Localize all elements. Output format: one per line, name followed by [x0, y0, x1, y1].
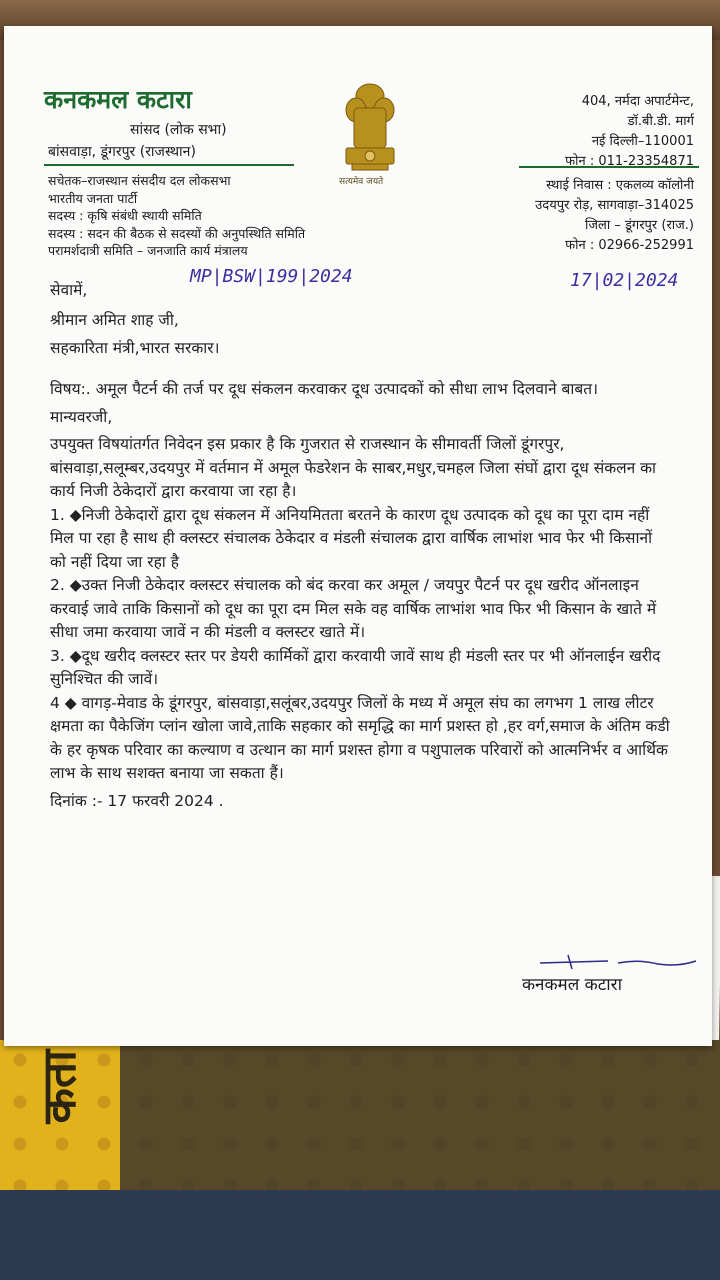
address-line: उदयपुर रोड़, सागवाड़ा–314025 — [535, 198, 694, 213]
address-line: 404, नर्मदा अपार्टमेन्ट, — [581, 94, 694, 109]
recipient-title: सहकारिता मंत्री,भारत सरकार। — [50, 339, 220, 357]
sender-designation: सांसद (लोक सभा) — [130, 122, 227, 138]
poster-text: कता — [32, 1050, 86, 1124]
post-line: सदस्य : सदन की बैठक से सदस्यों की अनुपस्थिति समिति — [48, 225, 306, 241]
post-line: भारतीय जनता पार्टी — [48, 190, 138, 206]
point-4: 4 ◆ वागड़-मेवाड के डूंगरपुर, बांसवाड़ा,सलूंबर,उदयपुर जिलों के मध्य में अमूल संघ का लगभग 1 लाख लीटर क्षमता का पैकेजिंग प्लांन खोला जावे,ताकि सहकार को समृद्धि का मार्ग प्रशस्त हो ,हर वर्ग,समाज के अंतिम कडी के हर कृषक परिवार का कल्याण व उत्थान का मार्ग प्रशस्त होगा व पशुपालक परिवारों को आत्मनिर्भर व आर्थिक लाभ के साथ सशक्त बनाया जा सकता हैं। — [50, 693, 670, 782]
greeting: मान्यवरजी, — [50, 407, 113, 426]
intro-paragraph: उपयुक्त विषयांतर्गत निवेदन इस प्रकार है कि गुजरात से राजस्थान के सीमावर्ती जिलों डूंगरपुर, बांसवाड़ा,सलूम्बर,उदयपुर में वर्तमान में अमूल फेडरेशन के साबर,मधुर,चमहल जिला संघों द्वारा दूध संकलन का कार्य निजी ठेकेदारों द्वारा करवाया जा रहा है। — [50, 435, 657, 500]
address-line: फोन : 011-23354871 — [565, 154, 694, 169]
signature-mark — [538, 951, 698, 971]
post-line: सचेतक–राजस्थान संसदीय दल लोकसभा — [48, 173, 231, 188]
post-line: सदस्य : कृषि संबंधी स्थायी समिति — [48, 208, 202, 223]
poster-dark-area — [120, 1040, 720, 1190]
emblem-motto: सत्यमेव जयते — [339, 177, 384, 187]
sender-constituency: बांसवाड़ा, डूंगरपुर (राजस्थान) — [48, 144, 196, 160]
post-line: परामर्शदात्री समिति – जनजाति कार्य मंत्रालय — [48, 243, 248, 258]
recipient-name: श्रीमान अमित शाह जी, — [50, 311, 179, 329]
signatory-name: कनकमल कटारा — [522, 975, 623, 995]
address-line: फोन : 02966-252991 — [565, 238, 694, 253]
salutation: सेवामें, — [50, 281, 88, 299]
handwritten-date: 17|02|2024 — [570, 270, 679, 291]
address-line: डॉ.बी.डी. मार्ग — [627, 114, 694, 129]
divider-left — [44, 164, 294, 166]
point-2: 2. ◆उक्त निजी ठेकेदार क्लस्टर संचालक को बंद करवा कर अमूल / जयपुर पैटर्न पर दूध खरीद ऑनलाइन करवाई जावे ताकि किसानों को दूध का पूरा दम मिल सके वह वार्षिक लाभांश भाव फिर भी किसान के खाते में सीधा जमा करवाया जावें न की मंडली व क्लस्टर खाते में। — [50, 576, 657, 641]
floor — [0, 1190, 720, 1280]
address-line: नई दिल्ली–110001 — [591, 134, 694, 149]
subject: विषय:. अमूल पैटर्न की तर्ज पर दूध संकलन करवाकर दूध उत्पादकों को सीधा लाभ दिलवाने बाबत। — [50, 380, 598, 398]
date-line: दिनांक :- 17 फरवरी 2024 . — [50, 791, 224, 810]
sender-name: कनकमल कटारा — [44, 85, 192, 114]
permanent-address — [535, 176, 694, 256]
letter-page — [4, 26, 712, 1046]
address-line: स्थाई निवास : एकलव्य कॉलोनी — [546, 178, 694, 193]
point-1: 1. ◆निजी ठेकेदारों द्वारा दूध संकलन में अनियमितता बरतने के कारण दूध उत्पादक को दूध का पूरा दाम नहीं मिल पा रहा है साथ ही क्लस्टर संचालक ठेकेदार व मंडली संचालक द्वारा वार्षिक लाभांश भाव फेर भी किसानों को नहीं दिया जा रहा है — [50, 505, 653, 571]
handwritten-reference: MP|BSW|199|2024 — [190, 266, 353, 287]
letter-body — [50, 378, 670, 813]
ashoka-emblem-icon — [334, 78, 406, 188]
point-3: 3. ◆दूध खरीद क्लस्टर स्तर पर डेयरी कार्मिकों द्वारा करवायी जावें साथ ही मंडली स्तर पर भी ऑनलाईन खरीद सुनिश्चित की जावें। — [50, 646, 661, 688]
address-line: जिला – डूंगरपुर (राज.) — [585, 218, 694, 233]
sender-posts — [48, 172, 305, 260]
delhi-address — [565, 92, 694, 172]
